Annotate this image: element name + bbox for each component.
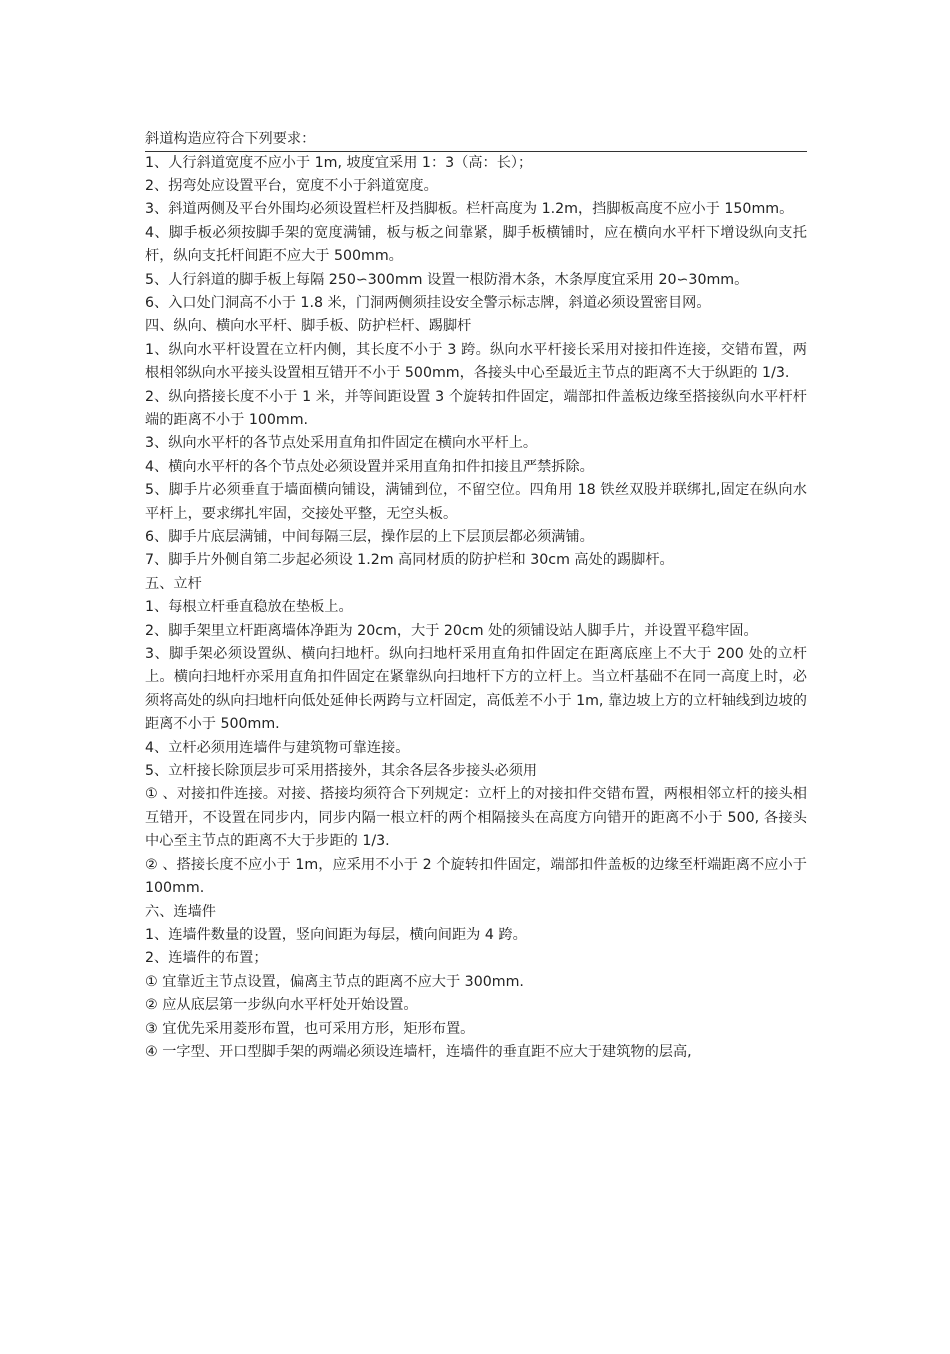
paragraph: 3、斜道两侧及平台外围均必须设置栏杆及挡脚板。栏杆高度为 1.2m，挡脚板高度不应小于 150mm。 xyxy=(145,201,794,218)
paragraph: 5、人行斜道的脚手板上每隔 250∽300mm 设置一根防滑木条，木条厚度宜采用 20∽30mm。 xyxy=(145,271,749,288)
paragraph: 1、连墙件数量的设置，竖向间距为每层，横向间距为 4 跨。 xyxy=(145,926,527,943)
paragraph: 3、脚手架必须设置纵、横向扫地杆。纵向扫地杆采用直角扣件固定在距离底座上不大于 200 处的立杆上。横向扫地杆亦采用直角扣件固定在紧靠纵向扫地杆下方的立杆上。当立杆基础不在同一高度上时，必须将高处的纵向扫地杆向低处延伸长两跨与立杆固定，高低差不小于 1m, 靠边坡上方的立杆轴线到边坡的距离不小于 500mm. xyxy=(145,646,807,733)
document-body xyxy=(145,128,807,1064)
paragraph-list xyxy=(145,152,807,1065)
paragraph: 1、人行斜道宽度不应小于 1m, 坡度宜采用 1：3（高：长）； xyxy=(145,154,533,171)
paragraph: 1、每根立杆垂直稳放在垫板上。 xyxy=(145,599,353,616)
paragraph: 5、脚手片必须垂直于墙面横向铺设，满铺到位，不留空位。四角用 18 铁丝双股并联绑扎,固定在纵向水平杆上，要求绑扎牢固，交接处平整，无空头板。 xyxy=(145,482,807,522)
paragraph: ① 、对接扣件连接。对接、搭接均须符合下列规定：立杆上的对接扣件交错布置，两根相邻立杆的接头相互错开，不设置在同步内，同步内隔一根立杆的两个相隔接头在高度方向错开的距离不小于 500, 各接头中心至主节点的距离不大于步距的 1/3. xyxy=(145,786,807,850)
paragraph: 2、脚手架里立杆距离墙体净距为 20cm，大于 20cm 处的须铺设站人脚手片，并设置平稳牢固。 xyxy=(145,622,758,639)
paragraph: 六、连墙件 xyxy=(145,903,216,920)
paragraph: 3、纵向水平杆的各节点处采用直角扣件固定在横向水平杆上。 xyxy=(145,435,538,452)
paragraph: 5、立杆接长除顶层步可采用搭接外，其余各层各步接头必须用 xyxy=(145,763,538,780)
page-header: 斜道构造应符合下列要求： xyxy=(145,128,807,152)
paragraph: 2、纵向搭接长度不小于 1 米，并等间距设置 3 个旋转扣件固定，端部扣件盖板边缘至搭接纵向水平杆杆端的距离不小于 100mm. xyxy=(145,388,807,428)
paragraph: 4、立杆必须用连墙件与建筑物可靠连接。 xyxy=(145,739,410,756)
paragraph: 4、脚手板必须按脚手架的宽度满铺，板与板之间靠紧，脚手板横铺时，应在横向水平杆下增设纵向支托杆，纵向支托杆间距不应大于 500mm。 xyxy=(145,224,807,265)
paragraph: ② 、搭接长度不应小于 1m，应采用不小于 2 个旋转扣件固定，端部扣件盖板的边缘至杆端距离不应小于 100mm. xyxy=(145,856,807,897)
paragraph: 1、纵向水平杆设置在立杆内侧，其长度不小于 3 跨。纵向水平杆接长采用对接扣件连接，交错布置，两根相邻纵向水平接头设置相互错开不小于 500mm，各接头中心至最近主节点的距离不大于纵距的 1/3. xyxy=(145,341,807,382)
paragraph: 2、连墙件的布置； xyxy=(145,950,268,967)
paragraph: 7、脚手片外侧自第二步起必须设 1.2m 高同材质的防护栏和 30cm 高处的踢脚杆。 xyxy=(145,552,674,569)
paragraph: 4、横向水平杆的各个节点处必须设置并采用直角扣件扣接且严禁拆除。 xyxy=(145,458,594,475)
paragraph: 五、立杆 xyxy=(145,575,202,592)
paragraph: ④ 一字型、开口型脚手架的两端必须设连墙杆，连墙件的垂直距不应大于建筑物的层高, xyxy=(145,1043,692,1060)
paragraph: 2、拐弯处应设置平台，宽度不小于斜道宽度。 xyxy=(145,177,438,194)
paragraph: 6、入口处门洞高不小于 1.8 米，门洞两侧须挂设安全警示标志牌，斜道必须设置密目网。 xyxy=(145,294,711,311)
paragraph: 6、脚手片底层满铺，中间每隔三层，操作层的上下层顶层都必须满铺。 xyxy=(145,529,594,545)
paragraph: ③ 宜优先采用菱形布置，也可采用方形，矩形布置。 xyxy=(145,1020,475,1037)
paragraph: 四、纵向、横向水平杆、脚手板、防护栏杆、踢脚杆 xyxy=(145,318,472,335)
paragraph: ① 宜靠近主节点设置，偏离主节点的距离不应大于 300mm. xyxy=(145,973,524,990)
paragraph: ② 应从底层第一步纵向水平杆处开始设置。 xyxy=(145,997,418,1014)
